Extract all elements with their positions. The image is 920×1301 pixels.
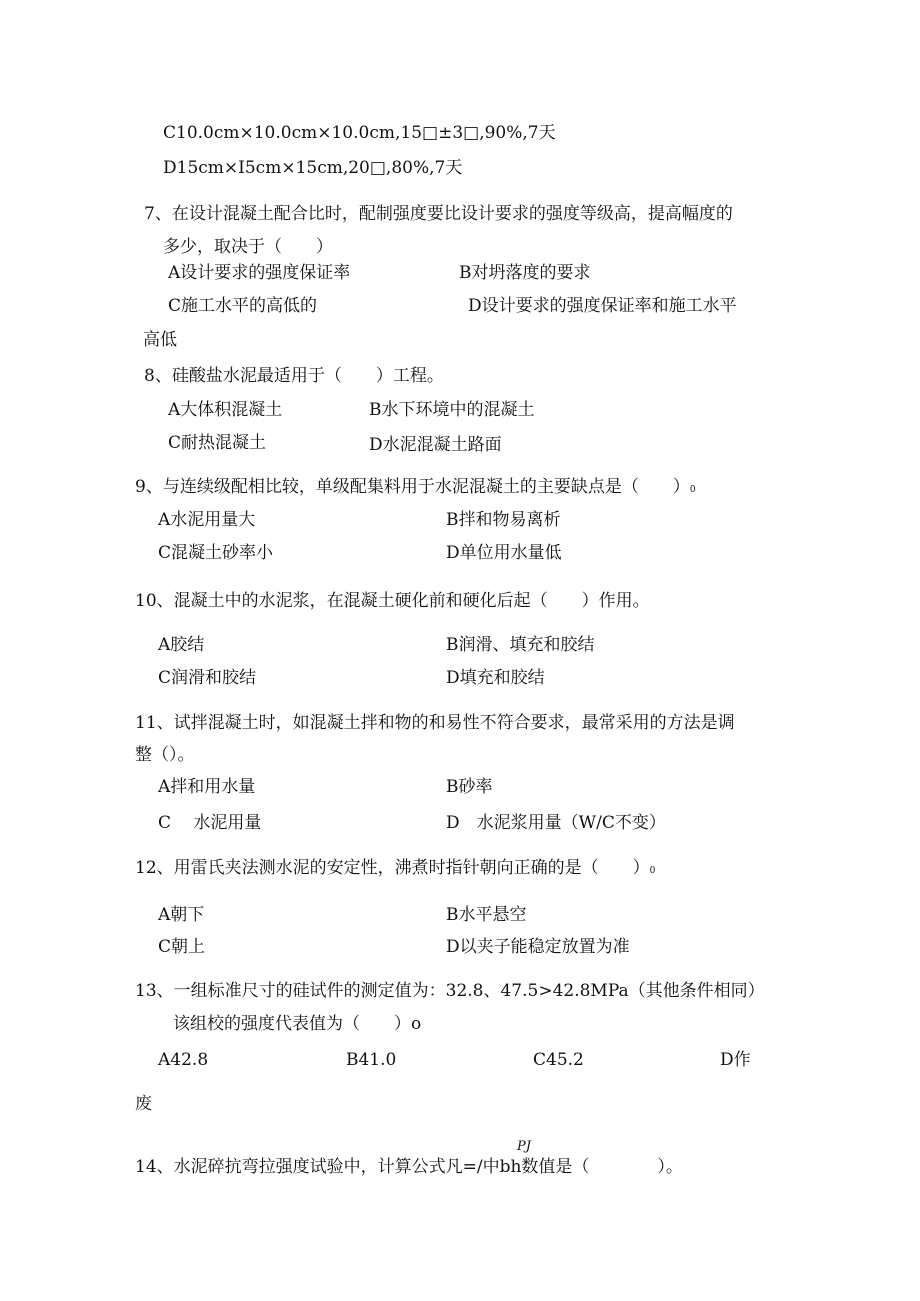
q10-stem: 10、混凝土中的水泥浆，在混凝土硬化前和硬化后起（ ）作用。 <box>135 591 650 611</box>
q6-option-d: D15cm×I5cm×15cm,20□,80%,7天 <box>163 158 463 178</box>
q12-option-c: C朝上 <box>158 937 206 957</box>
q9-option-a: A水泥用量大 <box>158 510 256 530</box>
q11-option-b: B砂率 <box>446 777 493 797</box>
q8-option-a: A大体积混凝土 <box>168 400 283 420</box>
q11-option-c: C 水泥用量 <box>158 813 262 833</box>
q13-stem-line1: 13、一组标准尺寸的硅试件的测定值为：32.8、47.5>42.8MPa（其他条件相同） <box>135 981 765 1001</box>
q12-option-b: B水平悬空 <box>446 905 527 925</box>
q8-stem: 8、硅酸盐水泥最适用于（ ）工程。 <box>144 366 444 386</box>
q9-stem <box>135 476 696 501</box>
q9-option-c: C混凝土砂率小 <box>158 543 274 563</box>
q9-option-d: D单位用水量低 <box>446 543 562 563</box>
q10-option-d: D填充和胶结 <box>446 668 545 688</box>
q12-option-a: A朝下 <box>158 905 205 925</box>
q8-option-b: B水下环境中的混凝土 <box>369 400 535 420</box>
q10-option-a: A胶结 <box>158 635 205 655</box>
q11-stem-line2: 整（）。 <box>135 745 195 765</box>
q13-stem-line2: 该组校的强度代表值为（ ）o <box>173 1014 422 1034</box>
q10-option-c: C润滑和胶结 <box>158 668 257 688</box>
q12-stem <box>135 857 655 882</box>
q13-option-d: D作 <box>720 1050 751 1070</box>
q11-option-d: D 水泥浆用量（W/C不变） <box>446 813 666 833</box>
q10-option-b: B润滑、填充和胶结 <box>446 635 595 655</box>
q7-option-a: A设计要求的强度保证率 <box>168 263 351 283</box>
q11-stem-line1: 11、试拌混凝土时，如混凝土拌和物的和易性不符合要求，最常采用的方法是调 <box>135 713 735 733</box>
q7-option-b: B对坍落度的要求 <box>459 263 591 283</box>
q7-option-d-cont: 高低 <box>143 330 177 350</box>
q7-stem-line1: 7、在设计混凝土配合比时，配制强度要比设计要求的强度等级高，提高幅度的 <box>144 204 733 224</box>
q7-option-c: C施工水平的高低的 <box>168 296 318 316</box>
q8-option-d: D水泥混凝土路面 <box>369 435 502 455</box>
q13-option-d-cont: 废 <box>135 1094 152 1114</box>
q11-option-a: A拌和用水量 <box>158 777 256 797</box>
q14-stem: 14、水泥碎抗弯拉强度试验中，计算公式凡=/中bh数值是（ ）。 <box>135 1157 683 1177</box>
q9-subscript: 0 <box>689 485 696 495</box>
q13-option-c: C45.2 <box>533 1050 584 1070</box>
q7-stem-line2: 多少，取决于（ ） <box>163 237 333 257</box>
q6-option-c: C10.0cm×10.0cm×10.0cm,15□±3□,90%,7天 <box>163 123 556 143</box>
q12-subscript: 0 <box>649 866 656 876</box>
q12-stem-text: 12、用雷氏夹法测水泥的安定性，沸煮时指针朝向正确的是（ ） <box>135 858 650 878</box>
q9-stem-text: 9、与连续级配相比较，单级配集料用于水泥混凝土的主要缺点是（ ） <box>135 477 690 497</box>
q12-option-d: D以夹子能稳定放置为准 <box>446 937 630 957</box>
q9-option-b: B拌和物易离析 <box>446 510 561 530</box>
q7-option-d: D设计要求的强度保证率和施工水平 <box>468 296 737 316</box>
q13-option-a: A42.8 <box>158 1050 209 1070</box>
q14-formula-superscript: PJ <box>517 1139 531 1154</box>
q8-option-c: C耐热混凝土 <box>168 433 267 453</box>
q13-option-b: B41.0 <box>346 1050 397 1070</box>
